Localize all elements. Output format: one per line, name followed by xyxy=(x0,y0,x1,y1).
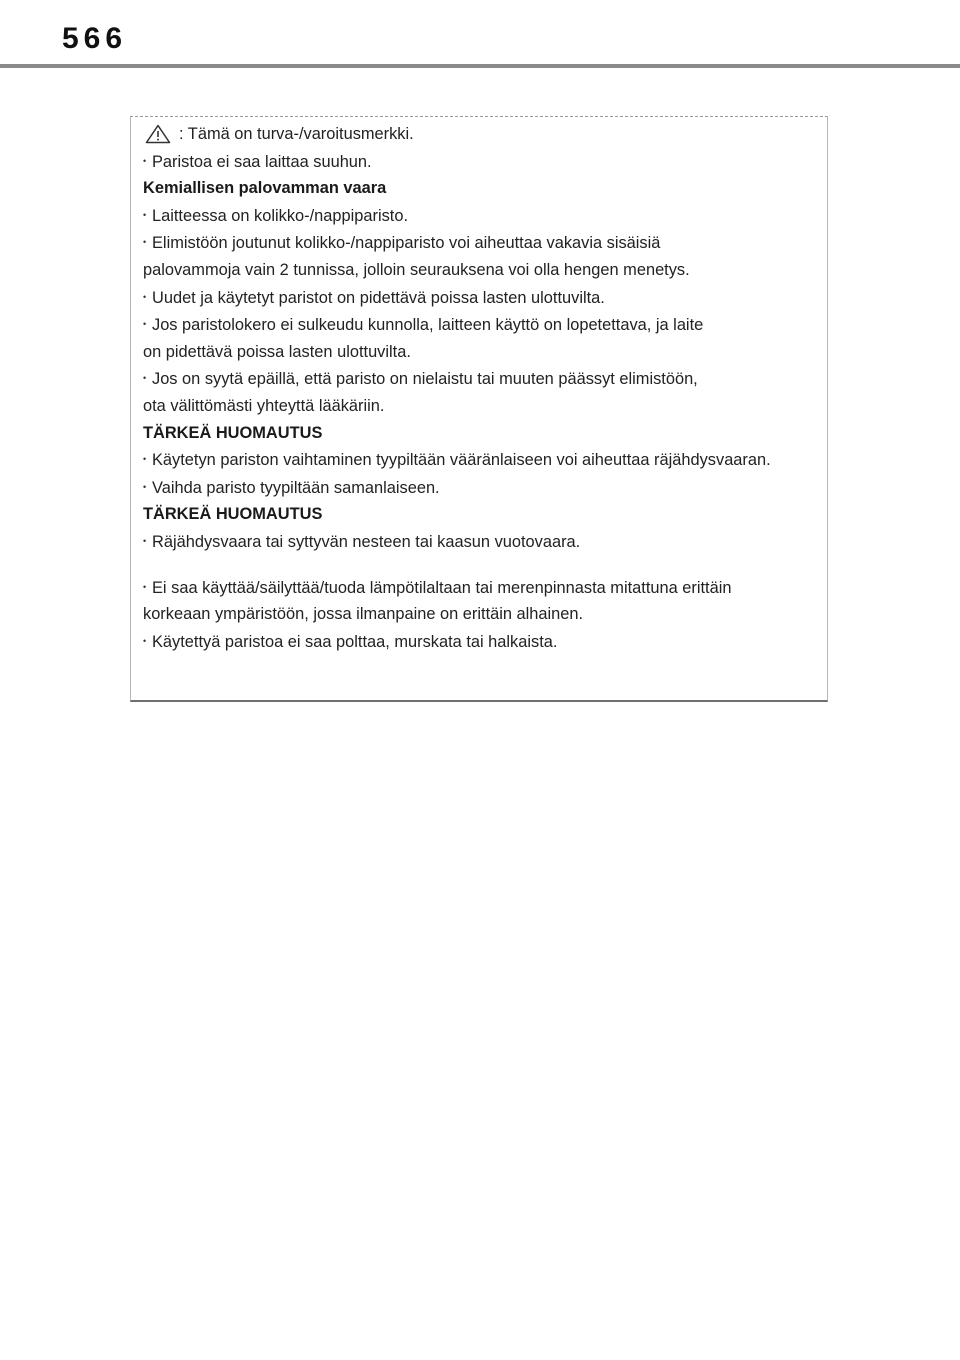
warning-triangle-icon xyxy=(145,124,171,144)
warning-line: • Jos paristolokero ei sulkeudu kunnolla, laitteen käyttö on lopetettava, ja laite xyxy=(143,311,821,339)
warning-line: • Käytetyn pariston vaihtaminen tyypiltään vääränlaiseen voi aiheuttaa räjähdysvaaran. xyxy=(143,446,821,474)
warning-line: • Paristoa ei saa laittaa suuhun. xyxy=(143,148,821,176)
warning-line-continued: palovammoja vain 2 tunnissa, jolloin seurauksena voi olla hengen menetys. xyxy=(143,260,690,279)
warning-line: • Elimistöön joutunut kolikko-/nappiparisto voi aiheuttaa vakavia sisäisiä xyxy=(143,229,821,257)
warning-line: • Ei saa käyttää/säilyttää/tuoda lämpötilaltaan tai merenpinnasta mitattuna erittäin xyxy=(143,574,821,602)
section-heading: Kemiallisen palovamman vaara xyxy=(143,179,387,198)
spacer xyxy=(143,556,821,574)
section-heading: TÄRKEÄ HUOMAUTUS xyxy=(143,505,323,524)
section-heading: TÄRKEÄ HUOMAUTUS xyxy=(143,423,323,442)
warning-line: • Uudet ja käytetyt paristot on pidettävä poissa lasten ulottuvilta. xyxy=(143,284,821,312)
warning-line: • Käytettyä paristoa ei saa polttaa, murskata tai halkaista. xyxy=(143,628,821,656)
warning-line: • Laitteessa on kolikko-/nappiparisto. xyxy=(143,202,821,230)
warning-symbol-row xyxy=(143,121,821,148)
warning-line-continued: korkeaan ympäristöön, jossa ilmanpaine on erittäin alhainen. xyxy=(143,605,584,624)
page-number: 566 xyxy=(62,22,128,55)
warning-line-continued: ota välittömästi yhteyttä lääkäriin. xyxy=(143,396,385,415)
warning-line: • Räjähdysvaara tai syttyvän nesteen tai kaasun vuotovaara. xyxy=(143,528,821,556)
warning-line: • Jos on syytä epäillä, että paristo on nielaistu tai muuten päässyt elimistöön, xyxy=(143,365,821,393)
warning-symbol-text: : Tämä on turva-/varoitusmerkki. xyxy=(179,125,414,143)
warning-line: • Vaihda paristo tyypiltään samanlaiseen. xyxy=(143,474,821,502)
battery-warning-box xyxy=(130,116,828,702)
warning-content xyxy=(143,121,821,655)
warning-line-continued: on pidettävä poissa lasten ulottuvilta. xyxy=(143,342,411,361)
header-rule xyxy=(0,64,960,68)
